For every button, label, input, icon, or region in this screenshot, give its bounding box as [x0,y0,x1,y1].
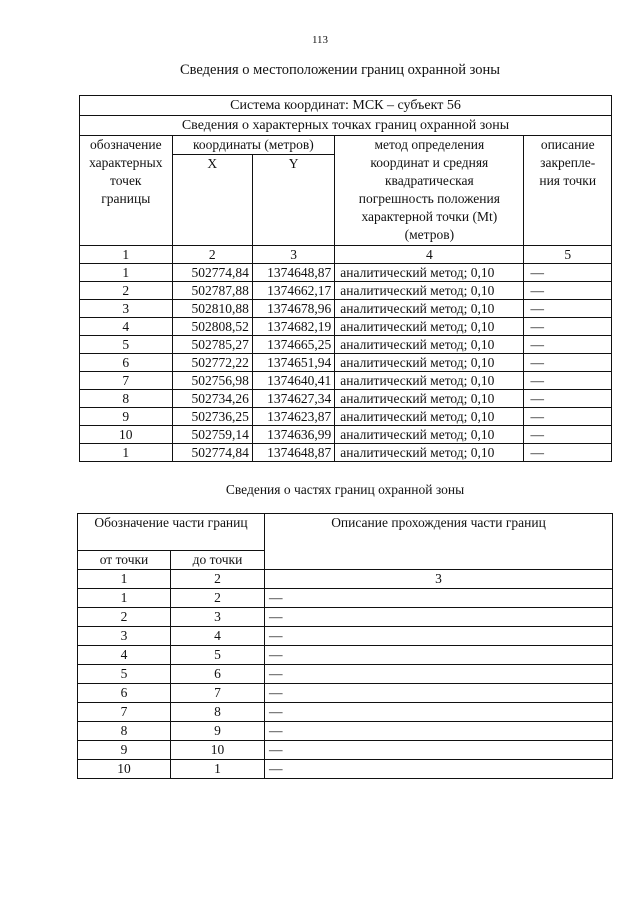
part-description-value: — [265,703,613,722]
from-point-value: 2 [78,608,171,627]
point-id: 4 [80,318,173,336]
method-value: аналитический метод; 0,10 [335,426,524,444]
part-description-value: — [265,665,613,684]
from-point-value: 7 [78,703,171,722]
coordinate-system-caption: Система координат: МСК – субъект 56 [80,96,612,116]
description-header: описание закрепле- ния точки [524,136,612,246]
to-point-value: 2 [171,589,265,608]
description-value: — [524,282,612,300]
coordinate-row [80,264,612,282]
points-caption: Сведения о характерных точках границ охранной зоны [80,116,612,136]
x-value: 502787,88 [172,282,252,300]
description-value: — [524,408,612,426]
coordinate-row [80,318,612,336]
method-value: аналитический метод; 0,10 [335,300,524,318]
part-description-value: — [265,589,613,608]
from-point-value: 9 [78,741,171,760]
method-value: аналитический метод; 0,10 [335,444,524,462]
to-point-value: 5 [171,646,265,665]
part-row [78,646,613,665]
coordinate-row [80,300,612,318]
description-value: — [524,318,612,336]
x-value: 502774,84 [172,264,252,282]
x-value: 502736,25 [172,408,252,426]
coordinate-row [80,390,612,408]
point-id: 1 [80,444,173,462]
part-description-value: — [265,684,613,703]
method-value: аналитический метод; 0,10 [335,282,524,300]
parts-description-header: Описание прохождения части границ [265,514,613,570]
x-header: X [172,155,252,246]
method-value: аналитический метод; 0,10 [335,318,524,336]
method-value: аналитический метод; 0,10 [335,390,524,408]
parts-table [77,513,613,779]
y-value: 1374665,25 [252,336,334,354]
point-id: 3 [80,300,173,318]
part-description-value: — [265,627,613,646]
point-id: 10 [80,426,173,444]
to-point-value: 8 [171,703,265,722]
from-point-value: 3 [78,627,171,646]
description-value: — [524,336,612,354]
from-point-value: 10 [78,760,171,779]
y-value: 1374682,19 [252,318,334,336]
point-designation-header: обозначение характерных точек границы [80,136,173,246]
part-description-value: — [265,760,613,779]
part-description-value: — [265,608,613,627]
location-heading: Сведения о местоположении границ охранной зоны [179,62,500,78]
point-id: 9 [80,408,173,426]
part-row [78,684,613,703]
to-point-value: 3 [171,608,265,627]
method-value: аналитический метод; 0,10 [335,336,524,354]
y-value: 1374627,34 [252,390,334,408]
description-value: — [524,354,612,372]
point-id: 5 [80,336,173,354]
to-point-value: 6 [171,665,265,684]
to-point-header: до точки [171,551,265,570]
part-row [78,627,613,646]
to-point-value: 1 [171,760,265,779]
y-value: 1374678,96 [252,300,334,318]
part-row [78,741,613,760]
from-point-header: от точки [78,551,171,570]
y-value: 1374623,87 [252,408,334,426]
description-value: — [524,264,612,282]
part-description-value: — [265,646,613,665]
to-point-value: 7 [171,684,265,703]
coordinates-table [79,95,612,462]
page-number: 113 [311,34,329,46]
column-index-row: 1 2 3 4 5 [80,246,612,264]
point-id: 1 [80,264,173,282]
from-point-value: 1 [78,589,171,608]
to-point-value: 4 [171,627,265,646]
part-row [78,760,613,779]
y-header: Y [252,155,334,246]
x-value: 502785,27 [172,336,252,354]
coordinate-row [80,426,612,444]
method-header: метод определения координат и средняя квадратическая погрешность положения характерной точки (Mt) (метров) [335,136,524,246]
x-value: 502810,88 [172,300,252,318]
description-value: — [524,390,612,408]
description-value: — [524,300,612,318]
coordinate-row [80,354,612,372]
parts-index-row: 1 2 3 [78,570,613,589]
coordinate-row [80,372,612,390]
point-id: 8 [80,390,173,408]
part-row [78,722,613,741]
y-value: 1374662,17 [252,282,334,300]
x-value: 502774,84 [172,444,252,462]
y-value: 1374648,87 [252,444,334,462]
coordinate-row [80,336,612,354]
description-value: — [524,444,612,462]
point-id: 7 [80,372,173,390]
parts-designation-header: Обозначение части границ [78,514,265,551]
to-point-value: 10 [171,741,265,760]
x-value: 502772,22 [172,354,252,372]
y-value: 1374636,99 [252,426,334,444]
point-id: 6 [80,354,173,372]
description-value: — [524,426,612,444]
x-value: 502734,26 [172,390,252,408]
method-value: аналитический метод; 0,10 [335,354,524,372]
from-point-value: 5 [78,665,171,684]
part-description-value: — [265,722,613,741]
coordinate-row [80,282,612,300]
y-value: 1374640,41 [252,372,334,390]
y-value: 1374648,87 [252,264,334,282]
from-point-value: 4 [78,646,171,665]
method-value: аналитический метод; 0,10 [335,372,524,390]
point-id: 2 [80,282,173,300]
coordinates-header: координаты (метров) [172,136,335,155]
part-row [78,589,613,608]
from-point-value: 6 [78,684,171,703]
part-row [78,703,613,722]
x-value: 502808,52 [172,318,252,336]
x-value: 502759,14 [172,426,252,444]
part-row [78,665,613,684]
parts-heading: Сведения о частях границ охранной зоны [225,482,465,497]
to-point-value: 9 [171,722,265,741]
method-value: аналитический метод; 0,10 [335,408,524,426]
from-point-value: 8 [78,722,171,741]
part-row [78,608,613,627]
x-value: 502756,98 [172,372,252,390]
y-value: 1374651,94 [252,354,334,372]
coordinate-row [80,444,612,462]
part-description-value: — [265,741,613,760]
method-value: аналитический метод; 0,10 [335,264,524,282]
coordinate-row [80,408,612,426]
description-value: — [524,372,612,390]
